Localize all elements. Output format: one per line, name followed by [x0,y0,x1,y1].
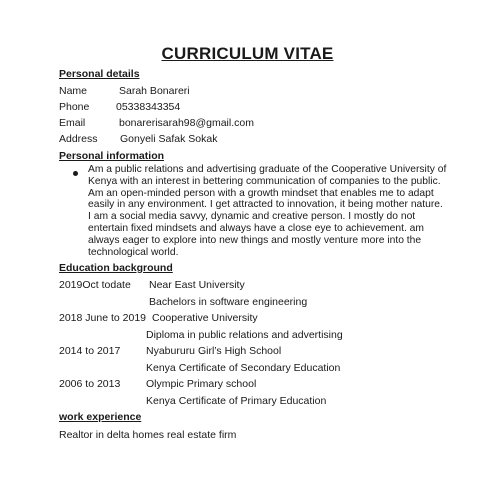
education-date: 2006 to 2013 [59,378,121,390]
detail-value: Sarah Bonareri [119,85,190,97]
detail-value: 05338343354 [116,101,181,113]
detail-row-phone [59,101,181,113]
work-experience-item: Realtor in delta homes real estate firm [59,429,237,441]
detail-row-name [59,85,190,97]
education-institution: Near East University [149,279,245,291]
detail-value: bonarerisarah98@gmail.com [119,117,254,129]
education-award: Kenya Certificate of Primary Education [146,395,327,407]
detail-label: Email [59,117,86,129]
personal-information-heading: Personal information [59,150,165,162]
detail-row-address [59,133,218,145]
detail-value: Gonyeli Safak Sokak [120,133,218,145]
detail-row-email [59,117,254,129]
education-heading: Education background [59,262,173,274]
document-title: CURRICULUM VITAE [161,44,334,63]
education-date: 2014 to 2017 [59,345,121,357]
education-date: 2019Oct todate [59,279,131,291]
education-institution: Cooperative University [152,312,258,324]
education-date: 2018 June to 2019 [59,312,146,324]
personal-details-heading: Personal details [59,68,140,80]
detail-label: Address [59,133,98,145]
education-institution: Nyabururu Girl’s High School [146,345,282,357]
education-award: Bachelors in software engineering [149,296,308,308]
education-award: Diploma in public relations and advertising [146,329,343,341]
bullet-icon [73,171,78,176]
personal-information-text: Am a public relations and advertising graduate of the Cooperative University of Kenya with an interest in bettering communication of companies to the public. Am an open-minded person with a growth mindset that enables me to adapt easily in any environment. I get attracted to innovation, it being mother nature. I am a social media savvy, dynamic and creative person. I mostly do not entertain fixed mindsets and always have a close eye to achievement. am always eager to explore into new things and mostly venture more into the technological world. [88,164,447,258]
detail-label: Phone [59,101,90,113]
detail-label: Name [59,85,88,97]
work-experience-heading: work experience [59,411,142,423]
education-award: Kenya Certificate of Secondary Education [146,362,341,374]
education-institution: Olympic Primary school [146,378,257,390]
